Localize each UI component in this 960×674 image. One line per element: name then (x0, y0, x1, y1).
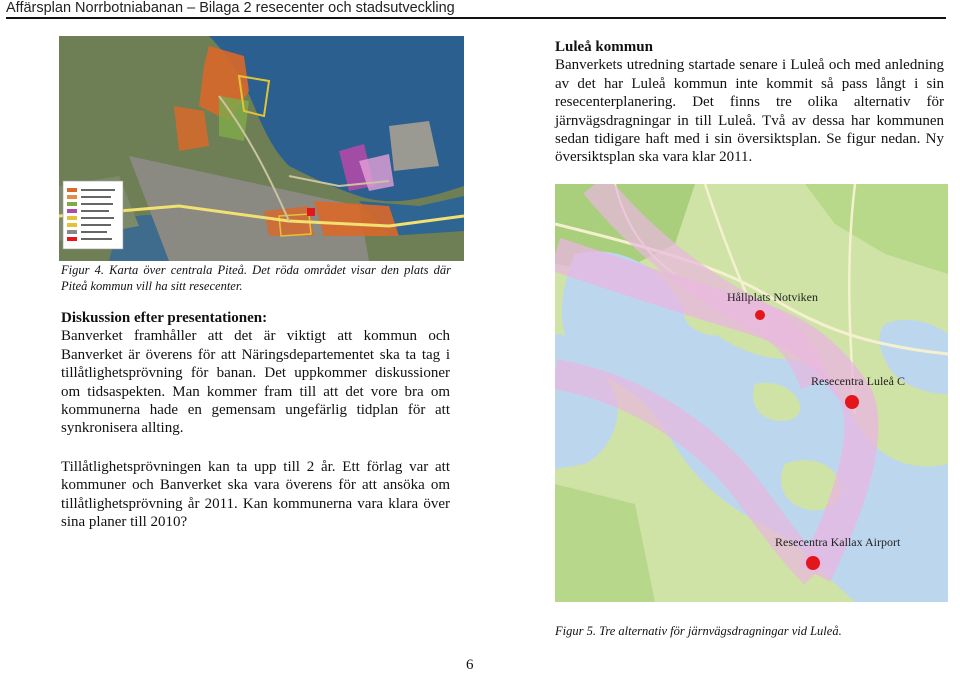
tillatlighet-paragraph: Tillåtlighetsprövningen kan ta upp till 2 år. Ett förlag var att kommuner och Banverket ska vara överens för att ansöka om tillåtlighetsprövning år 2011. Kan kommunerna vara klara över sina planer till 2010? (61, 459, 450, 531)
document-header: Affärsplan Norrbotniabanan – Bilaga 2 resecenter och stadsutveckling (6, 0, 455, 16)
header-divider (6, 17, 946, 19)
figure4-caption: Figur 4. Karta över centrala Piteå. Det röda området visar den plats där Piteå kommun vill ha sitt resecenter. (61, 263, 451, 293)
page-number: 6 (466, 657, 474, 673)
discussion-section (61, 309, 450, 438)
discussion-heading: Diskussion efter presentationen: (61, 310, 268, 326)
discussion-text: Banverket framhåller att det är viktigt att kommun och Banverket är överens för att Näringsdepartementet ska ta tag i tillåtlighetsprövning för banan. Det uppkommer diskussioner om tidsaspekten. Man kommer fram till att det vore bra om kommunerna hade en gemensam ungefärlig tidplan för att synkronisera allting. (61, 328, 450, 437)
figure4-aerial-map (59, 36, 464, 261)
label-lulea-c: Resecentra Luleå C (811, 374, 905, 388)
label-kallax: Resecentra Kallax Airport (775, 535, 901, 549)
lulea-section (555, 38, 944, 167)
label-notviken: Hållplats Notviken (727, 290, 818, 304)
lulea-text: Banverkets utredning startade senare i Luleå och med anledning av det har Luleå kommun inte kommit så pass långt i sin resecenterplanering. Det finns tre olika alternativ för järnvägsdragningar in till Luleå. Två av dessa har kommunen sedan tidigare haft med i sin översiktsplan. Se figur nedan. Ny översiktsplan ska vara klar 2011. (555, 57, 944, 166)
lulea-heading: Luleå kommun (555, 39, 653, 55)
figure5-caption: Figur 5. Tre alternativ för järnvägsdragningar vid Luleå. (555, 624, 842, 638)
figure5-railway-map (555, 184, 948, 602)
